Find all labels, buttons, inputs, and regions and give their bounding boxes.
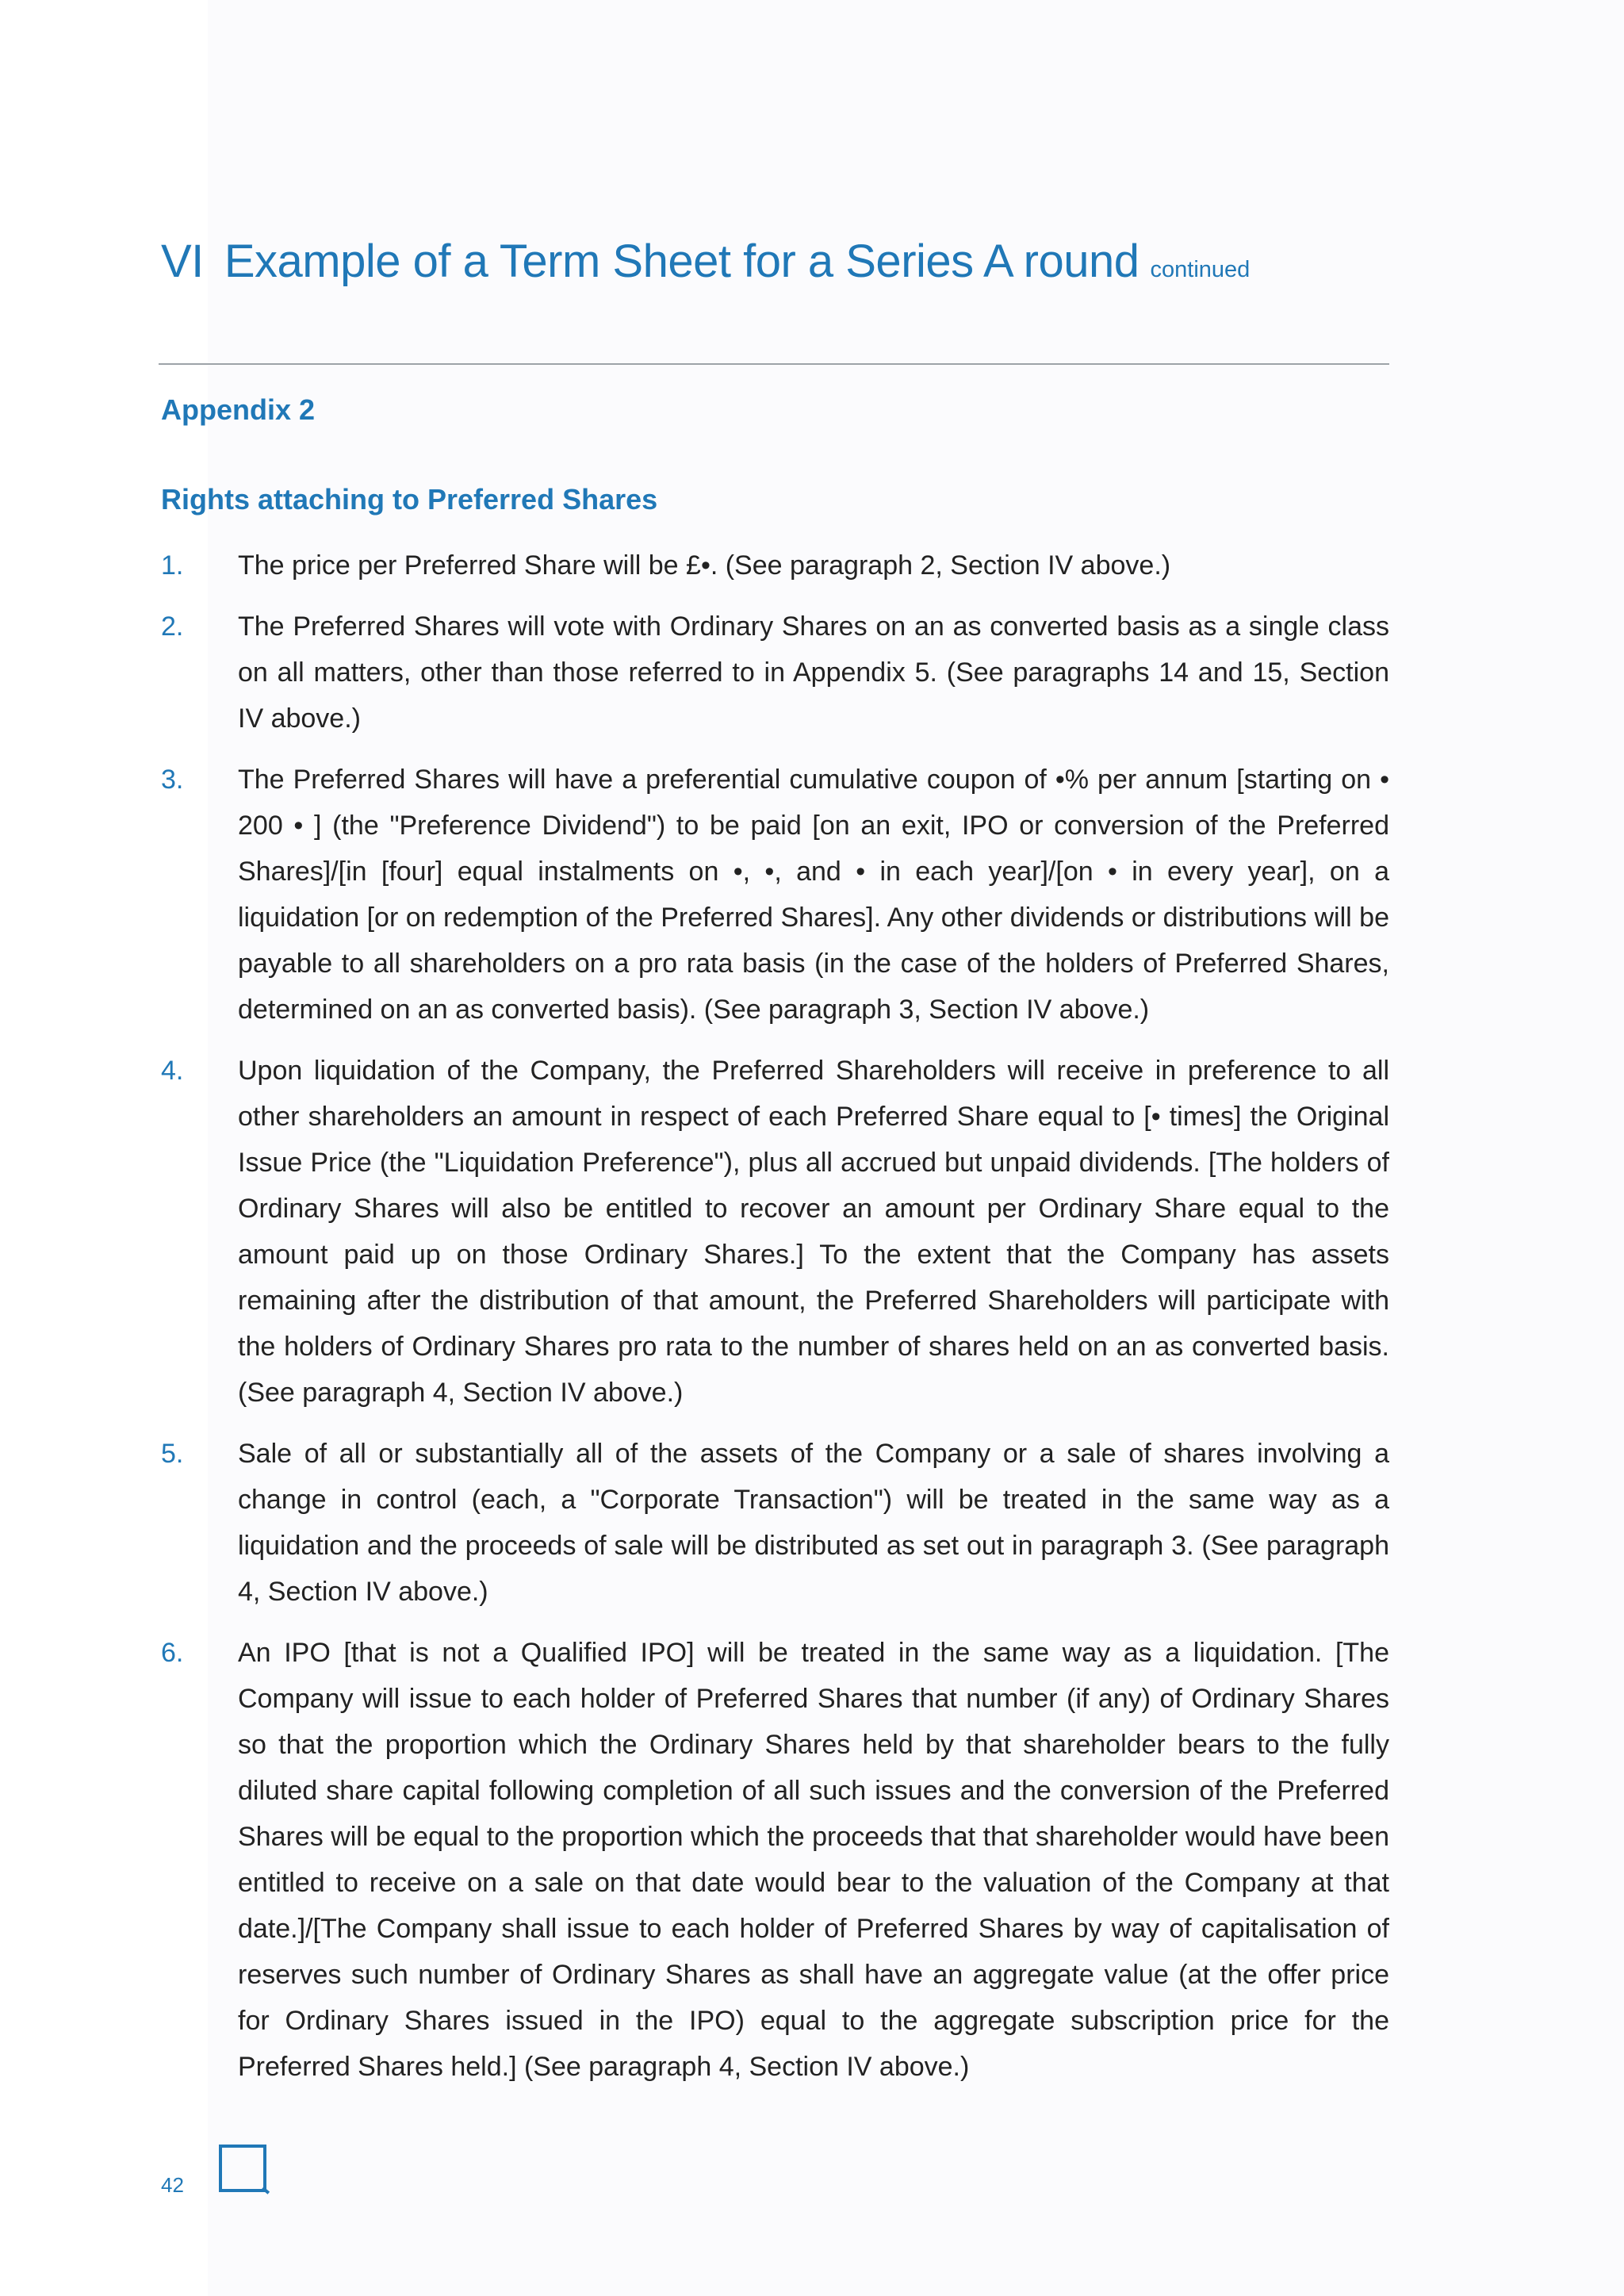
clause-text: An IPO [that is not a Qualified IPO] will be treated in the same way as a liquidation. [The Company will issue to each holder of Preferred Shares that number (if any) of Ordinary Shares so that the proportion which the Ordinary Shares held by that shareholder bears to the fully diluted share capital following completion of all such issues and the conversion of the Preferred Shares will be equal to the proportion which the proceeds that that shareholder would have been entitled to receive on a sale on that date would bear to the valuation of the Company at that date.]/[The Company shall issue to each holder of Preferred Shares by way of capitalisation of reserves such number of Ordinary Shares as shall have an aggregate value (at the offer price for Ordinary Shares issued in the IPO) equal to the aggregate subscription price for the Preferred Shares held.] (See paragraph 4, Section IV above.) xyxy=(238,1638,1389,2082)
clause-text: The Preferred Shares will vote with Ordinary Shares on an as converted basis as a single class on all matters, other than those referred to in Appendix 5. (See paragraphs 14 and 15, Section IV above.) xyxy=(238,611,1389,734)
clause-text: Sale of all or substantially all of the assets of the Company or a sale of shares involving a change in control (each, a "Corporate Transaction") will be treated in the same way as a liquidation and the proceeds of sale will be distributed as set out in paragraph 3. (See paragraph 4, Section IV above.) xyxy=(238,1439,1389,1607)
clause-number: 1. xyxy=(161,550,184,581)
continued-label: continued xyxy=(1150,257,1251,282)
clause-item xyxy=(161,604,1389,742)
heading-divider xyxy=(159,363,1389,365)
clause-number: 5. xyxy=(161,1439,184,1469)
section-number: VI xyxy=(161,236,204,287)
clause-text: The Preferred Shares will have a preferential cumulative coupon of •% per annum [starting on • 200 • ] (the "Preference Dividend") to be paid [on an exit, IPO or conversion of the Preferred Shares]/[in [four] equal instalments on •, •, and • in each year]/[on • in every year], on a liquidation [or on redemption of the Preferred Shares]. Any other dividends or distributions will be payable to all shareholders on a pro rata basis (in the case of the holders of Preferred Shares, determined on an as converted basis). (See paragraph 3, Section IV above.) xyxy=(238,765,1389,1025)
page-number: 42 xyxy=(161,2173,184,2197)
clause-item xyxy=(161,1431,1389,1615)
clause-number: 6. xyxy=(161,1638,184,1668)
clause-text: Upon liquidation of the Company, the Preferred Shareholders will receive in preference to all other shareholders an amount in respect of each Preferred Share equal to [• times] the Original Issue Price (the "Liquidation Preference"), plus all accrued but unpaid dividends. [The holders of Ordinary Shares will also be entitled to recover an amount per Ordinary Share equal to the amount paid up on those Ordinary Shares.] To the extent that the Company has assets remaining after the distribution of that amount, the Preferred Shareholders will participate with the holders of Ordinary Shares pro rata to the number of shares held on an as converted basis. (See paragraph 4, Section IV above.) xyxy=(238,1056,1389,1408)
rights-subtitle: Rights attaching to Preferred Shares xyxy=(161,483,658,516)
clause-number: 3. xyxy=(161,765,184,795)
clause-list xyxy=(161,542,1389,2105)
clause-item xyxy=(161,757,1389,1033)
section-title: Example of a Term Sheet for a Series A round xyxy=(224,236,1139,287)
clause-number: 2. xyxy=(161,611,184,642)
clause-number: 4. xyxy=(161,1056,184,1086)
page-box-icon xyxy=(219,2145,266,2192)
clause-item xyxy=(161,1048,1389,1416)
page-heading xyxy=(161,235,1250,288)
appendix-title: Appendix 2 xyxy=(161,393,316,426)
clause-item xyxy=(161,1630,1389,2090)
clause-item xyxy=(161,542,1389,588)
clause-text: The price per Preferred Share will be £•. (See paragraph 2, Section IV above.) xyxy=(238,550,1171,581)
